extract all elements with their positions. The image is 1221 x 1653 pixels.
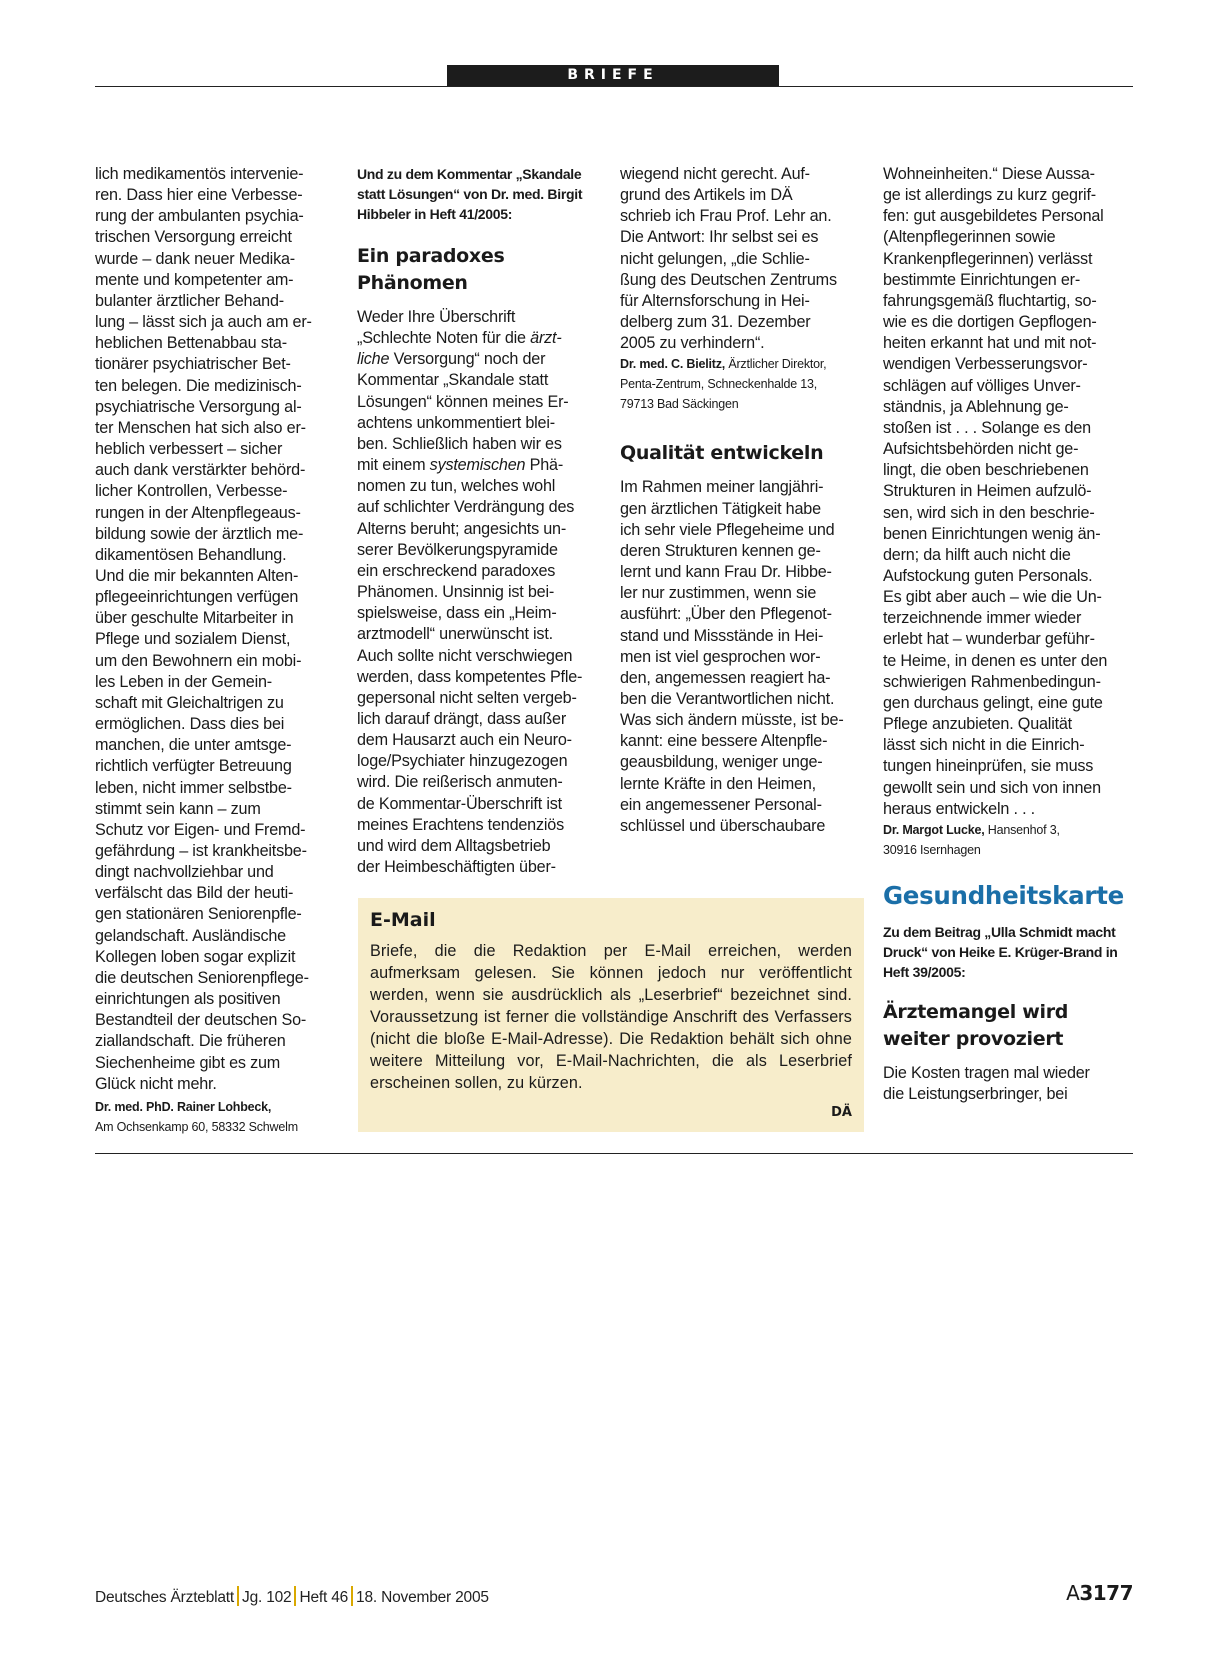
column-1 bbox=[95, 164, 345, 1137]
text-line: ein erschreckend paradoxes bbox=[357, 561, 556, 580]
text-line: Was sich ändern müsste, ist be- bbox=[620, 711, 844, 730]
text-line: schaft mit Gleichaltrigen zu bbox=[95, 693, 284, 712]
text-line: nomen zu tun, welches wohl bbox=[357, 477, 556, 496]
text-line: Kollegen loben sogar explizit bbox=[95, 947, 296, 966]
text-line: Die Antwort: Ihr selbst sei es bbox=[620, 228, 819, 247]
text-line: richtlich verfügter Betreuung bbox=[95, 757, 292, 776]
text-line: licher Kontrollen, Verbesse- bbox=[95, 482, 288, 501]
text-line: statt Lösungen“ von Dr. med. Birgit bbox=[357, 186, 583, 202]
text-line: den, angemessen reagiert ha- bbox=[620, 668, 831, 687]
text-line: ständnis, ja Ablehnung ge- bbox=[883, 397, 1069, 416]
text-line: stand und Missstände in Hei- bbox=[620, 626, 824, 645]
signature-address: 30916 Isernhagen bbox=[883, 842, 981, 857]
text-line: Schutz vor Eigen- und Fremd- bbox=[95, 820, 306, 839]
text-line: ziallandschaft. Die früheren bbox=[95, 1032, 286, 1051]
text-line: terzeichnende immer wieder bbox=[883, 609, 1082, 628]
text-line: wiegend nicht gerecht. Auf- bbox=[620, 165, 810, 183]
text-line: weiter provoziert bbox=[883, 1027, 1064, 1050]
text-line: Bestandteil der deutschen So- bbox=[95, 1011, 307, 1030]
text-line: pflegeeinrichtungen verfügen bbox=[95, 588, 299, 607]
text-line: heiten erkannt hat und mit not- bbox=[883, 334, 1097, 353]
letter-heading-aerztemangel bbox=[883, 999, 1139, 1053]
email-box-title: E-Mail bbox=[370, 909, 436, 931]
text-run: mit einem bbox=[357, 456, 430, 475]
text-line: bulanter ärztlicher Behand- bbox=[95, 291, 284, 310]
text-line: um den Bewohnern ein mobi- bbox=[95, 651, 302, 670]
text-line: te Heime, in denen es unter den bbox=[883, 651, 1108, 670]
text-line bbox=[357, 349, 613, 370]
letter-heading-paradox: Ein paradoxes Phänomen bbox=[357, 245, 505, 294]
text-line: Lösungen“ können meines Er- bbox=[357, 392, 569, 411]
text-line: Pflege anzubieten. Qualität bbox=[883, 715, 1072, 734]
text-line: benen Einrichtungen wenig än- bbox=[883, 524, 1101, 543]
text-line: auf schlichter Verdrängung des bbox=[357, 498, 575, 517]
text-line: die Leistungserbringer, bei bbox=[883, 1085, 1068, 1103]
text-run: „Schlechte Noten für die bbox=[357, 329, 531, 348]
text-line: ich sehr viele Pflegeheime und bbox=[620, 520, 835, 539]
text-line: Strukturen in Heimen aufzulö- bbox=[883, 482, 1092, 501]
letter-body-paradox bbox=[357, 307, 613, 878]
signature-lucke bbox=[883, 820, 1139, 860]
text-line: einrichtungen als positiven bbox=[95, 990, 281, 1009]
column-3 bbox=[620, 164, 876, 837]
text-line: Druck“ von Heike E. Krüger-Brand in bbox=[883, 943, 1118, 960]
page-number bbox=[1066, 1581, 1133, 1605]
text-line: dem Hausarzt auch ein Neuro- bbox=[357, 731, 572, 750]
text-line: loge/Psychiater hinzugezogen bbox=[357, 752, 568, 771]
text-line: Ärztemangel wird bbox=[883, 1000, 1069, 1023]
text-line: der Heimbeschäftigten über- bbox=[357, 858, 556, 877]
letter-intro bbox=[883, 922, 1139, 982]
footer bbox=[95, 1586, 489, 1607]
text-line: meines Erachtens tendenziös bbox=[357, 815, 564, 834]
text-line: fen: gut ausgebildetes Personal bbox=[883, 207, 1104, 226]
text-line: gen stationären Seniorenpfle- bbox=[95, 905, 302, 924]
text-line: gen ärztlichen Tätigkeit habe bbox=[620, 499, 821, 518]
text-line: Und zu dem Kommentar „Skandale bbox=[357, 166, 582, 182]
text-line: tionärer psychiatrischer Bet- bbox=[95, 355, 291, 374]
text-line: lernt und kann Frau Dr. Hibbe- bbox=[620, 563, 832, 582]
signature-title: Ärztlicher Direktor, bbox=[725, 357, 827, 372]
text-line: erlebt hat – wunderbar geführ- bbox=[883, 630, 1095, 649]
text-line bbox=[357, 328, 613, 349]
text-line: Krankenpflegerinnen) verlässt bbox=[883, 249, 1093, 268]
text-line: Und die mir bekannten Alten- bbox=[95, 566, 299, 585]
text-line: lernte Kräfte in den Heimen, bbox=[620, 774, 816, 793]
text-line: die deutschen Seniorenpflege- bbox=[95, 968, 309, 987]
letter-body-lucke bbox=[883, 164, 1139, 820]
text-line: stoßen ist . . . Solange es den bbox=[883, 418, 1091, 437]
text-line: gen durchaus gelingt, eine gute bbox=[883, 693, 1103, 712]
text-line: ausführt: „Über den Pflegenot- bbox=[620, 605, 832, 624]
text-line bbox=[357, 455, 613, 476]
text-line: gelandschaft. Ausländische bbox=[95, 926, 286, 945]
text-line: Aufsichtsbehörden nicht ge- bbox=[883, 440, 1079, 459]
text-line: manchen, die unter amtsge- bbox=[95, 736, 292, 755]
text-line: Phänomen. Unsinnig ist bei- bbox=[357, 583, 555, 602]
text-line: über geschulte Mitarbeiter in bbox=[95, 609, 294, 628]
text-line: mente und kompetenter am- bbox=[95, 270, 294, 289]
text-line: fahrungsgemäß fluchtartig, so- bbox=[883, 291, 1097, 310]
letter-heading-qualitaet: Qualität entwickeln bbox=[620, 442, 824, 465]
text-line: schwierigen Rahmenbedingun- bbox=[883, 672, 1101, 691]
text-line: heraus entwickeln . . . bbox=[883, 799, 1035, 818]
text-line: wendigen Verbesserungsvor- bbox=[883, 355, 1088, 374]
journal-name: Deutsches Ärzteblatt bbox=[95, 1589, 235, 1606]
text-line: de Kommentar-Überschrift ist bbox=[357, 794, 562, 813]
letter-intro bbox=[357, 164, 613, 224]
text-line: rungen in der Altenpflegeaus- bbox=[95, 503, 301, 522]
text-line: achtens unkommentiert blei- bbox=[357, 413, 555, 432]
text-line: ein angemessener Personal- bbox=[620, 795, 822, 814]
text-run: systemischen bbox=[429, 456, 526, 475]
signature-bielitz bbox=[620, 354, 876, 414]
text-line: ßung des Deutschen Zentrums bbox=[620, 270, 837, 289]
text-line: Es gibt aber auch – wie die Un- bbox=[883, 588, 1102, 607]
text-line: Penta-Zentrum, Schneckenhalde 13, bbox=[620, 377, 817, 392]
text-line: Alterns beruht; angesichts un- bbox=[357, 519, 567, 538]
text-line: Im Rahmen meiner langjähri- bbox=[620, 478, 824, 497]
text-line: wird. Die reißerisch anmuten- bbox=[357, 773, 563, 792]
text-line: 2005 zu verhindern“. bbox=[620, 334, 765, 353]
text-line: ter Menschen hat sich also er- bbox=[95, 418, 306, 437]
text-line: nicht gelungen, „die Schlie- bbox=[620, 249, 810, 268]
text-line: auch dank verstärkter behörd- bbox=[95, 461, 306, 480]
text-line: bestimmte Einrichtungen er- bbox=[883, 270, 1081, 289]
text-line: serer Bevölkerungspyramide bbox=[357, 540, 558, 559]
text-line: Zu dem Beitrag „Ulla Schmidt macht bbox=[883, 923, 1116, 940]
signature-address: Hansenhof 3, bbox=[984, 822, 1060, 837]
issue: Heft 46 bbox=[299, 1589, 349, 1606]
text-line: lich darauf drängt, dass außer bbox=[357, 709, 567, 728]
text-run: Phä- bbox=[525, 456, 564, 475]
text-line: verfälscht das Bild der heuti- bbox=[95, 884, 294, 903]
text-line: ben die Verantwortlichen nicht. bbox=[620, 689, 835, 708]
volume: Jg. 102 bbox=[242, 1589, 292, 1606]
text-line: leben, nicht immer selbstbe- bbox=[95, 778, 292, 797]
text-line: (Altenpflegerinnen sowie bbox=[883, 228, 1056, 247]
text-line: Hibbeler in Heft 41/2005: bbox=[357, 206, 513, 222]
text-line: Weder Ihre Überschrift bbox=[357, 308, 516, 326]
text-line: psychiatrische Versorgung al- bbox=[95, 397, 302, 416]
text-line: heblichen Bettenabbau sta- bbox=[95, 334, 287, 353]
text-line: ben. Schließlich haben wir es bbox=[357, 434, 562, 453]
text-line: Aufstockung guten Personals. bbox=[883, 566, 1093, 585]
bottom-rule bbox=[95, 1153, 1133, 1154]
text-line: lung – lässt sich ja auch am er- bbox=[95, 313, 312, 332]
separator bbox=[237, 1586, 239, 1606]
email-notice-box bbox=[358, 898, 864, 1132]
text-line: heblich verbessert – sicher bbox=[95, 440, 283, 459]
text-line: arztmodell“ unerwünscht ist. bbox=[357, 625, 553, 644]
text-run: ärzt- bbox=[530, 329, 562, 348]
separator bbox=[294, 1586, 296, 1606]
header-rule bbox=[95, 86, 1133, 87]
signature-name: Dr. Margot Lucke, bbox=[883, 822, 985, 837]
issue-date: 18. November 2005 bbox=[356, 1589, 489, 1606]
text-line: kannt: eine bessere Altenpfle- bbox=[620, 732, 828, 751]
text-line: ten belegen. Die medizinisch- bbox=[95, 376, 302, 395]
page-number-value: 3177 bbox=[1079, 1581, 1133, 1605]
text-run: liche bbox=[357, 350, 390, 369]
column-2 bbox=[357, 164, 613, 878]
text-line: ler nur zustimmen, wenn sie bbox=[620, 584, 817, 603]
text-line: lässt sich nicht in die Einrich- bbox=[883, 736, 1085, 755]
text-line: schlägen auf völliges Unver- bbox=[883, 376, 1081, 395]
text-line: dingt nachvollziehbar und bbox=[95, 863, 274, 882]
text-line: 79713 Bad Säckingen bbox=[620, 397, 739, 412]
letter-body-lohbeck bbox=[95, 164, 345, 1095]
text-line: Wohneinheiten.“ Diese Aussa- bbox=[883, 165, 1095, 183]
text-line: bildung sowie der ärztlich me- bbox=[95, 524, 304, 543]
email-box-text: Briefe, die die Redaktion per E-Mail erreichen, werden aufmerksam gelesen. Sie können jedoch nur veröffentlicht werden, wenn sie ausdrücklich als „Leserbrief“ bezeichnet sind. Voraussetzung ist ferner die vollständige Anschrift des Verfassers (nicht die bloße E-Mail-Adresse). Die Redaktion behält sich ohne weitere Mitteilung vor, E-Mail-Nachrichten, die als Leserbrief erscheinen sollen, zu kürzen. bbox=[370, 942, 852, 1092]
text-line: stimmt sein kann – zum bbox=[95, 799, 261, 818]
text-line: Pflege und sozialem Dienst, bbox=[95, 630, 291, 649]
signature-name: Dr. med. PhD. Rainer Lohbeck, bbox=[95, 1099, 272, 1114]
signature-address bbox=[620, 374, 876, 414]
page-prefix: A bbox=[1066, 1581, 1080, 1605]
text-line: Auch sollte nicht verschwiegen bbox=[357, 646, 573, 665]
letter-body-qualitaet bbox=[620, 477, 876, 837]
letter-body-continued bbox=[620, 164, 876, 354]
text-line: Die Kosten tragen mal wieder bbox=[883, 1063, 1090, 1082]
text-line: wie es die dortigen Gepflogen- bbox=[883, 313, 1097, 332]
text-line: für Alternsforschung in Hei- bbox=[620, 291, 810, 310]
text-line: lich medikamentös intervenie- bbox=[95, 165, 304, 183]
text-line: Kommentar „Skandale statt bbox=[357, 371, 549, 390]
separator bbox=[351, 1586, 353, 1606]
signature-address: Am Ochsenkamp 60, 58332 Schwelm bbox=[95, 1119, 298, 1134]
text-line: Heft 39/2005: bbox=[883, 963, 966, 980]
text-block bbox=[357, 476, 613, 878]
column-4 bbox=[883, 164, 1139, 1105]
text-line: ermöglichen. Dass dies bei bbox=[95, 715, 285, 734]
text-line: delberg zum 31. Dezember bbox=[620, 313, 811, 332]
text-line: dern; da hilft auch nicht die bbox=[883, 545, 1071, 564]
signature-name: Dr. med. C. Bielitz, bbox=[620, 357, 726, 372]
text-line: Glück nicht mehr. bbox=[95, 1074, 217, 1093]
text-line: deren Strukturen kennen ge- bbox=[620, 541, 821, 560]
text-line: sen, wird sich in den beschrie- bbox=[883, 503, 1095, 522]
text-line: gefährdung – ist krankheitsbe- bbox=[95, 842, 307, 860]
text-line: und wird dem Alltagsbetrieb bbox=[357, 836, 551, 855]
text-line: grund des Artikels im DÄ bbox=[620, 186, 793, 205]
text-line: schlüssel und überschaubare bbox=[620, 816, 826, 835]
section-heading-gesundheitskarte: Gesundheitskarte bbox=[883, 880, 1124, 910]
text-line: rung der ambulanten psychia- bbox=[95, 207, 304, 226]
text-line: lingt, die oben beschriebenen bbox=[883, 461, 1089, 480]
text-line: werden, dass kompetentes Pfle- bbox=[357, 667, 583, 686]
signature-lohbeck bbox=[95, 1097, 345, 1137]
text-line: les Leben in der Gemein- bbox=[95, 672, 272, 691]
text-line: ren. Dass hier eine Verbesse- bbox=[95, 186, 303, 205]
text-run: Versorgung“ noch der bbox=[389, 350, 546, 369]
text-line: gepersonal nicht selten vergeb- bbox=[357, 688, 577, 707]
email-box-signature: DÄ bbox=[831, 1105, 852, 1120]
text-line: dikamentösen Behandlung. bbox=[95, 545, 287, 564]
text-line: tungen hineinprüfen, sie muss bbox=[883, 757, 1094, 776]
text-line: Siechenheime gibt es zum bbox=[95, 1053, 281, 1072]
text-line: gewollt sein und sich von innen bbox=[883, 778, 1101, 797]
text-block bbox=[357, 370, 613, 455]
text-line: schrieb ich Frau Prof. Lehr an. bbox=[620, 207, 832, 226]
text-line: spielsweise, dass ein „Heim- bbox=[357, 604, 557, 623]
text-line: ge ist allerdings zu kurz gegrif- bbox=[883, 186, 1096, 205]
section-label: BRIEFE bbox=[447, 65, 779, 86]
text-line: geausbildung, weniger unge- bbox=[620, 753, 823, 772]
text-line: wurde – dank neuer Medika- bbox=[95, 249, 295, 268]
letter-body-aerztemangel bbox=[883, 1063, 1139, 1105]
text-line: men ist viel gesprochen wor- bbox=[620, 647, 821, 666]
text-line: trischen Versorgung erreicht bbox=[95, 228, 292, 247]
